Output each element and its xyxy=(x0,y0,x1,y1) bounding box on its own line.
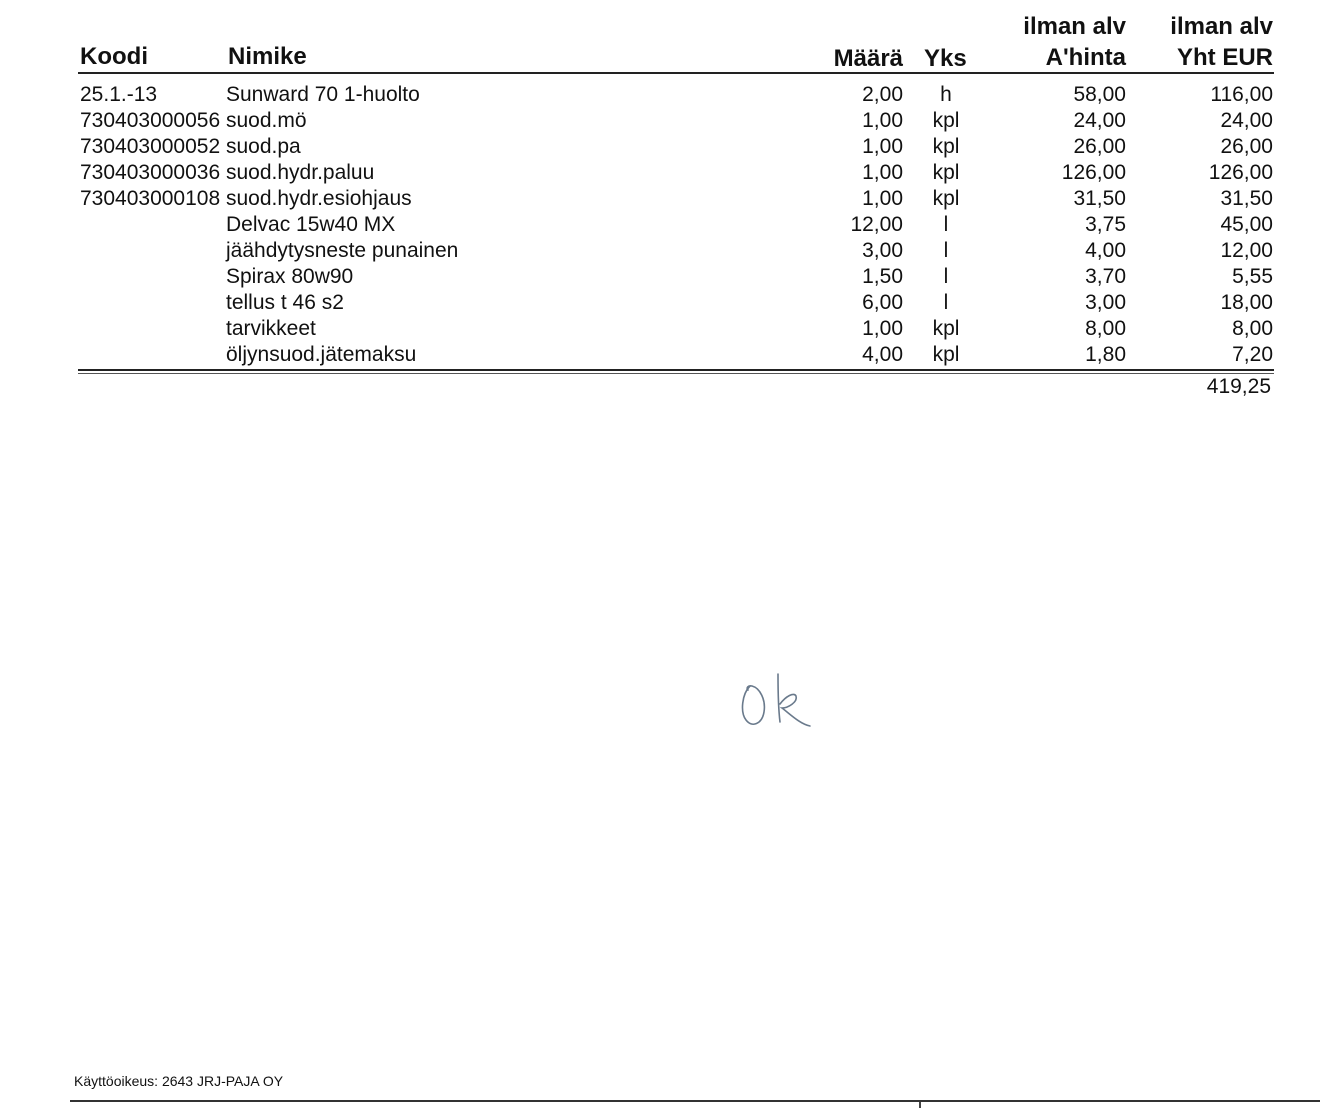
item-quantity: 2,00 xyxy=(862,83,903,106)
item-quantity: 12,00 xyxy=(850,213,903,236)
item-name: jäähdytysneste punainen xyxy=(226,239,459,262)
footer-license: Käyttöoikeus: 2643 JRJ-PAJA OY xyxy=(74,1073,284,1089)
item-unit-price: 26,00 xyxy=(1073,135,1126,158)
item-code: 25.1.-13 xyxy=(80,83,158,106)
table-row xyxy=(0,342,1320,368)
item-code: 730403000036 xyxy=(80,161,221,184)
item-quantity: 4,00 xyxy=(862,343,903,366)
item-code: 730403000056 xyxy=(80,109,221,132)
item-total: 5,55 xyxy=(1232,265,1273,288)
table-row xyxy=(0,264,1320,290)
item-unit-price: 31,50 xyxy=(1073,187,1126,210)
item-unit: kpl xyxy=(932,135,960,158)
table-row xyxy=(0,82,1320,108)
item-total: 24,00 xyxy=(1220,109,1273,132)
item-name: suod.mö xyxy=(226,109,307,132)
table-row xyxy=(0,186,1320,212)
item-code: 730403000108 xyxy=(80,187,221,210)
item-name: tarvikkeet xyxy=(226,317,316,340)
item-total: 8,00 xyxy=(1232,317,1273,340)
item-quantity: 1,50 xyxy=(862,265,903,288)
header-maara: Määrä xyxy=(833,45,903,72)
item-total: 31,50 xyxy=(1220,187,1273,210)
header-koodi: Koodi xyxy=(80,43,148,70)
item-name: suod.hydr.esiohjaus xyxy=(226,187,412,210)
item-quantity: 1,00 xyxy=(862,161,903,184)
item-quantity: 1,00 xyxy=(862,109,903,132)
item-total: 12,00 xyxy=(1220,239,1273,262)
grand-total: 419,25 xyxy=(1206,375,1271,398)
item-unit: kpl xyxy=(932,161,960,184)
table-row xyxy=(0,108,1320,134)
header-unit-price-line2: A'hinta xyxy=(1045,44,1126,71)
item-unit: l xyxy=(943,291,949,314)
item-unit-price: 24,00 xyxy=(1073,109,1126,132)
header-total-price-line1: ilman alv xyxy=(1170,13,1273,40)
table-row xyxy=(0,212,1320,238)
item-total: 126,00 xyxy=(1208,161,1273,184)
item-unit: h xyxy=(940,83,952,106)
table-row xyxy=(0,238,1320,264)
item-total: 26,00 xyxy=(1220,135,1273,158)
total-divider-thin xyxy=(78,373,1274,374)
item-quantity: 1,00 xyxy=(862,187,903,210)
item-name: Spirax 80w90 xyxy=(226,265,354,288)
item-quantity: 1,00 xyxy=(862,317,903,340)
item-total: 116,00 xyxy=(1210,83,1273,106)
header-nimike: Nimike xyxy=(228,43,307,70)
item-code: 730403000052 xyxy=(80,135,221,158)
item-total: 45,00 xyxy=(1220,213,1273,236)
table-row xyxy=(0,134,1320,160)
table-row xyxy=(0,160,1320,186)
item-unit: l xyxy=(943,239,949,262)
item-unit: l xyxy=(943,213,949,236)
item-unit-price: 8,00 xyxy=(1085,317,1126,340)
item-unit-price: 3,70 xyxy=(1085,265,1126,288)
item-name: öljynsuod.jätemaksu xyxy=(226,343,417,366)
header-divider xyxy=(78,72,1274,74)
item-name: tellus t 46 s2 xyxy=(226,291,344,314)
item-total: 7,20 xyxy=(1232,343,1273,366)
item-name: suod.hydr.paluu xyxy=(226,161,375,184)
item-unit-price: 4,00 xyxy=(1085,239,1126,262)
item-unit: l xyxy=(943,265,949,288)
item-unit-price: 3,75 xyxy=(1085,213,1126,236)
item-quantity: 6,00 xyxy=(862,291,903,314)
item-total: 18,00 xyxy=(1220,291,1273,314)
item-unit: kpl xyxy=(932,317,960,340)
table-row xyxy=(0,290,1320,316)
header-unit-price-line1: ilman alv xyxy=(1023,13,1126,40)
table-row xyxy=(0,316,1320,342)
item-name: Delvac 15w40 MX xyxy=(226,213,396,236)
header-unit-price xyxy=(1023,14,1126,76)
item-name: Sunward 70 1-huolto xyxy=(226,83,420,106)
item-unit-price: 58,00 xyxy=(1073,83,1126,106)
item-unit: kpl xyxy=(932,187,960,210)
item-unit: kpl xyxy=(932,109,960,132)
line-items xyxy=(0,82,1320,368)
item-unit: kpl xyxy=(932,343,960,366)
handwritten-ok-mark xyxy=(734,664,820,736)
header-total-price xyxy=(1170,14,1273,76)
header-yks: Yks xyxy=(924,45,967,72)
item-unit-price: 126,00 xyxy=(1061,161,1126,184)
item-quantity: 3,00 xyxy=(862,239,903,262)
item-unit-price: 1,80 xyxy=(1085,343,1126,366)
footer-tick xyxy=(919,1102,921,1108)
header-total-price-line2: Yht EUR xyxy=(1177,44,1273,71)
item-quantity: 1,00 xyxy=(862,135,903,158)
item-unit-price: 3,00 xyxy=(1085,291,1126,314)
item-name: suod.pa xyxy=(226,135,301,158)
footer-divider xyxy=(70,1100,1320,1102)
total-divider xyxy=(78,369,1274,371)
